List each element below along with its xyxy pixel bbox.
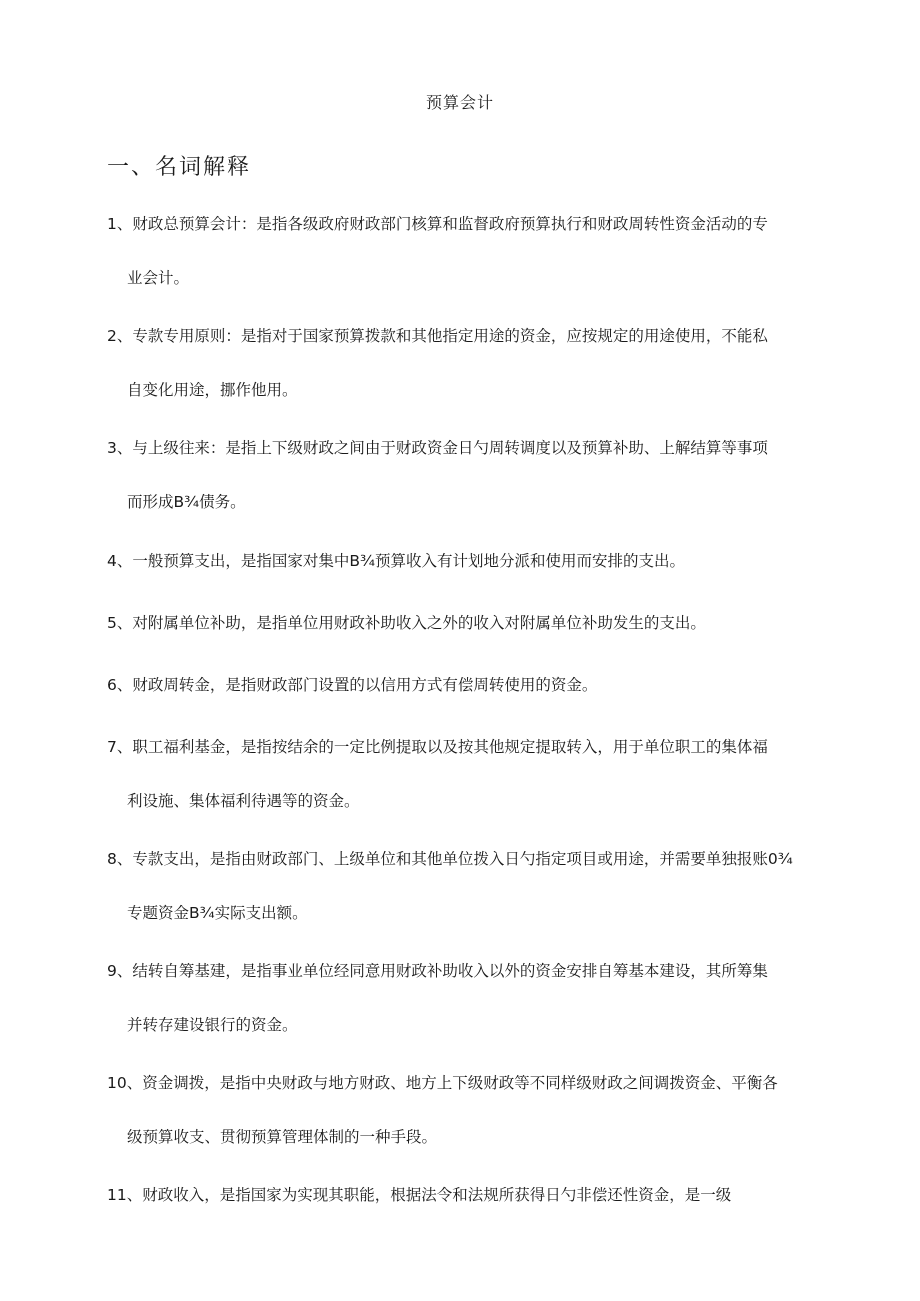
- term-text-continuation: 业会计。: [127, 269, 190, 287]
- term-text: 财政周转金，是指财政部门设置的以信用方式有偿周转使用的资金。: [132, 676, 598, 694]
- term-definition-1: [107, 197, 842, 305]
- term-number: 8、: [107, 850, 133, 868]
- term-text: 专款支出，是指由财政部门、上级单位和其他单位拨入日勺指定项目或用途，并需要单独报账0¾: [132, 850, 793, 868]
- term-text: 对附属单位补助，是指单位用财政补助收入之外的收入对附属单位补助发生的支出。: [132, 614, 706, 632]
- term-definition-4: [107, 534, 842, 588]
- term-number: 11、: [107, 1186, 143, 1204]
- section-heading: 一、名词解释: [107, 155, 252, 180]
- term-definition-7: [107, 720, 842, 828]
- term-text: 与上级往来：是指上下级财政之间由于财政资金日勺周转调度以及预算补助、上解结算等事项: [132, 439, 768, 457]
- term-number: 6、: [107, 676, 133, 694]
- term-text-continuation: 并转存建设银行的资金。: [127, 1016, 298, 1034]
- term-number: 1、: [107, 215, 133, 233]
- term-text-continuation: 而形成B¾债务。: [127, 493, 246, 511]
- term-number: 9、: [107, 962, 133, 980]
- term-text: 财政总预算会计：是指各级政府财政部门核算和监督政府预算执行和财政周转性资金活动的专: [132, 215, 768, 233]
- term-number: 5、: [107, 614, 133, 632]
- term-text: 财政收入，是指国家为实现其职能，根据法令和法规所获得日勺非偿还性资金，是一级: [142, 1186, 732, 1204]
- term-definition-9: [107, 944, 842, 1052]
- term-definition-10: [107, 1056, 842, 1164]
- page-title: 预算会计: [425, 93, 494, 112]
- term-number: 2、: [107, 327, 133, 345]
- term-text-continuation: 级预算收支、贯彻预算管理体制的一种手段。: [127, 1128, 438, 1146]
- term-number: 7、: [107, 738, 133, 756]
- term-text-continuation: 专题资金B¾实际支出额。: [127, 904, 308, 922]
- term-text: 结转自筹基建，是指事业单位经同意用财政补助收入以外的资金安排自筹基本建设，其所筹集: [132, 962, 768, 980]
- term-definition-6: [107, 658, 842, 712]
- term-definition-11: [107, 1168, 842, 1222]
- term-text: 职工福利基金，是指按结余的一定比例提取以及按其他规定提取转入，用于单位职工的集体福: [132, 738, 768, 756]
- term-definition-3: [107, 421, 842, 529]
- term-text-continuation: 利设施、集体福利待遇等的资金。: [127, 792, 360, 810]
- term-number: 3、: [107, 439, 133, 457]
- term-definition-8: [107, 832, 842, 940]
- term-text: 一般预算支出，是指国家对集中B¾预算收入有计划地分派和使用而安排的支出。: [132, 552, 686, 570]
- term-text: 专款专用原则：是指对于国家预算拨款和其他指定用途的资金，应按规定的用途使用，不能私: [132, 327, 768, 345]
- term-definition-5: [107, 596, 842, 650]
- term-definition-2: [107, 309, 842, 417]
- term-text: 资金调拨，是指中央财政与地方财政、地方上下级财政等不同样级财政之间调拨资金、平衡各: [142, 1074, 778, 1092]
- term-number: 4、: [107, 552, 133, 570]
- term-text-continuation: 自变化用途，挪作他用。: [127, 381, 298, 399]
- term-number: 10、: [107, 1074, 143, 1092]
